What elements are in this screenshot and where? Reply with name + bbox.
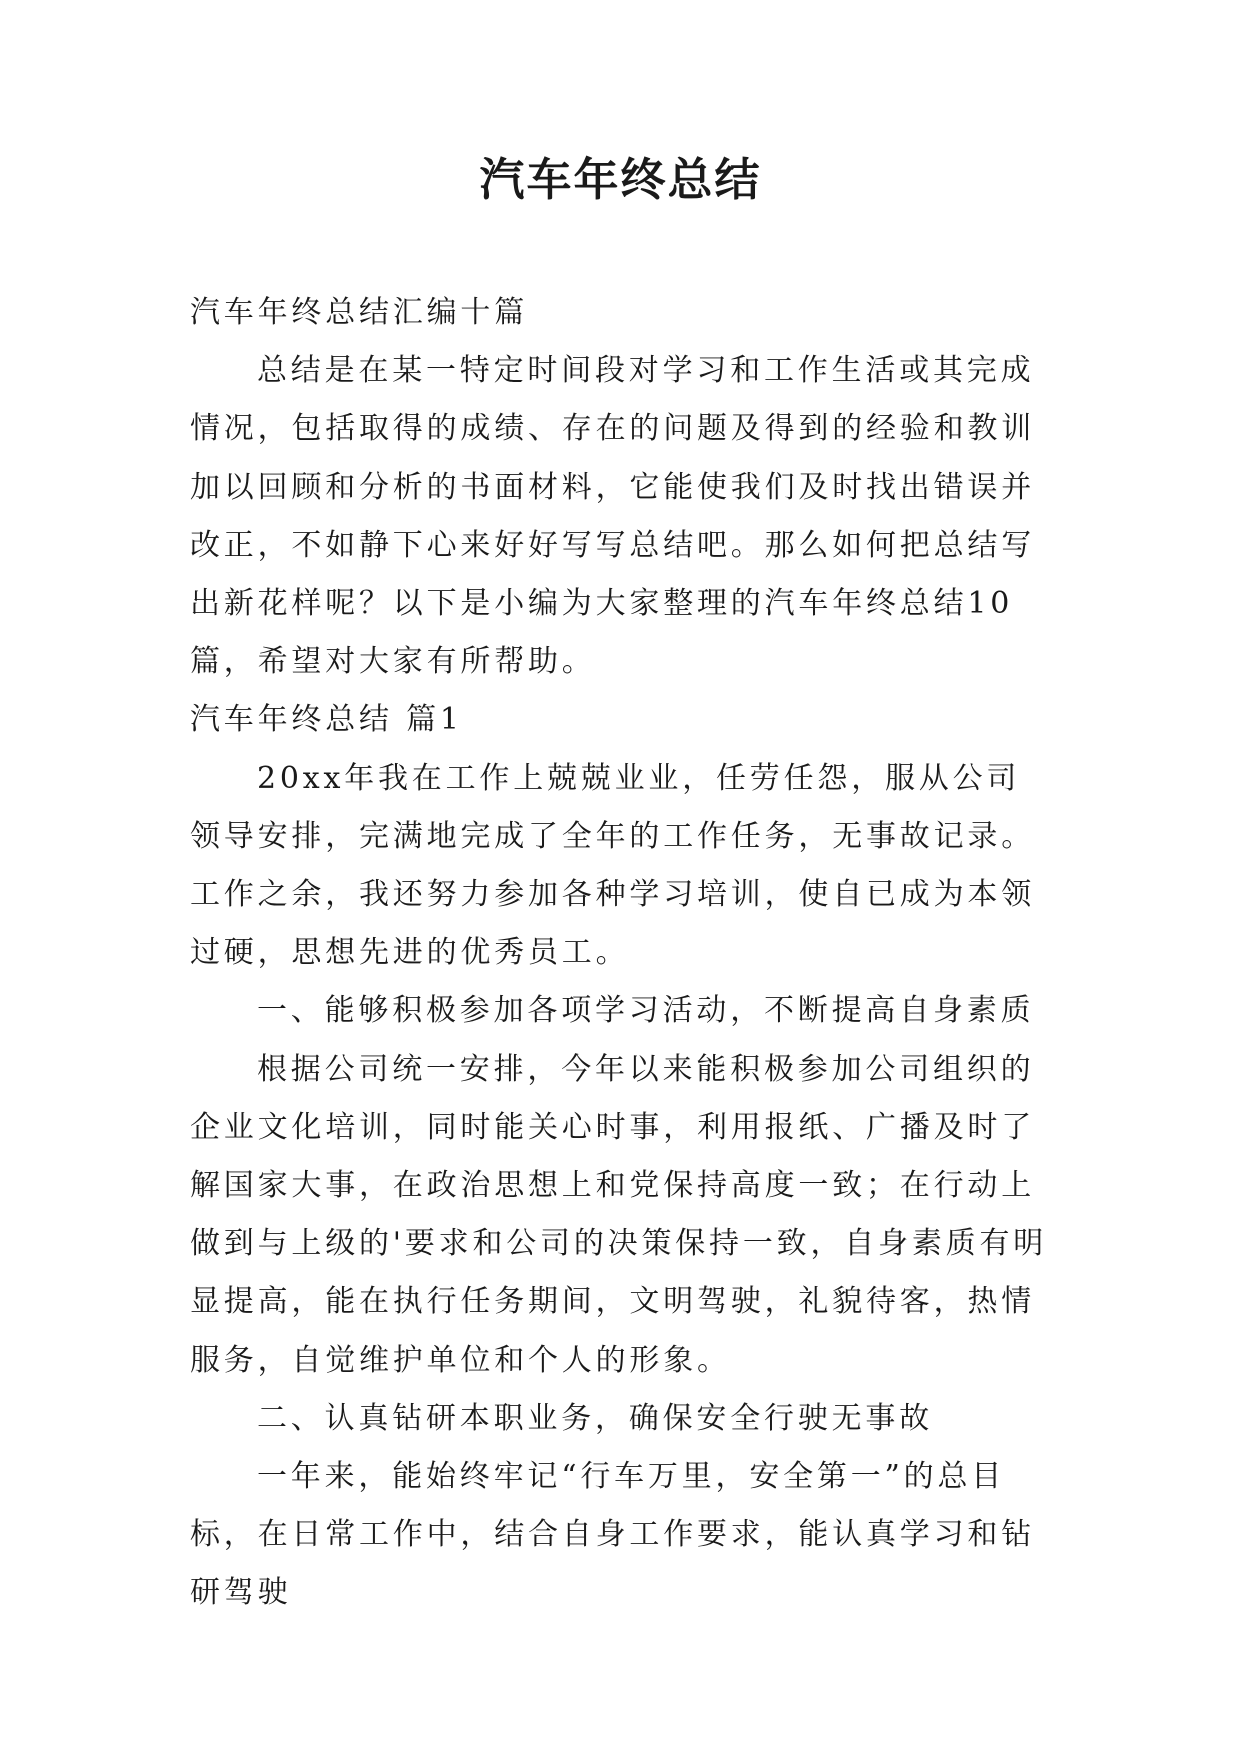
body-paragraph: 根据公司统一安排，今年以来能积极参加公司组织的企业文化培训，同时能关心时事，利用报纸、广播及时了解国家大事，在政治思想上和党保持高度一致；在行动上做到与上级的'要求和公司的决策保持一致，自身素质有明显提高，能在执行任务期间，文明驾驶，礼貌待客，热情服务，自觉维护单位和个人的形象。 (190, 1051, 1048, 1378)
section-heading: 汽车年终总结 篇1 (190, 702, 463, 738)
body-paragraph: 20xx年我在工作上兢兢业业，任劳任怨，服从公司领导安排，完满地完成了全年的工作任务，无事故记录。工作之余，我还努力参加各种学习培训，使自已成为本领过硬，思想先进的优秀员工。 (190, 760, 1035, 971)
document-body (190, 284, 1052, 1623)
collection-heading: 汽车年终总结汇编十篇 (190, 295, 528, 330)
intro-paragraph: 总结是在某一特定时间段对学习和工作生活或其完成情况，包括取得的成绩、存在的问题及得到的经验和教训加以回顾和分析的书面材料，它能使我们及时找出错误并改正，不如静下心来好好写写总结吧。那么如何把总结写出新花样呢？以下是小编为大家整理的汽车年终总结10篇，希望对大家有所帮助。 (190, 353, 1035, 680)
document-title: 汽车年终总结 (479, 153, 762, 206)
subsection-heading: 二、认真钻研本职业务，确保安全行驶无事故 (257, 1400, 933, 1436)
body-paragraph: 一年来，能始终牢记“行车万里，安全第一”的总目标，在日常工作中，结合自身工作要求，能认真学习和钻研驾驶 (190, 1459, 1035, 1611)
subsection-heading: 一、能够积极参加各项学习活动，不断提高自身素质 (257, 993, 1035, 1029)
